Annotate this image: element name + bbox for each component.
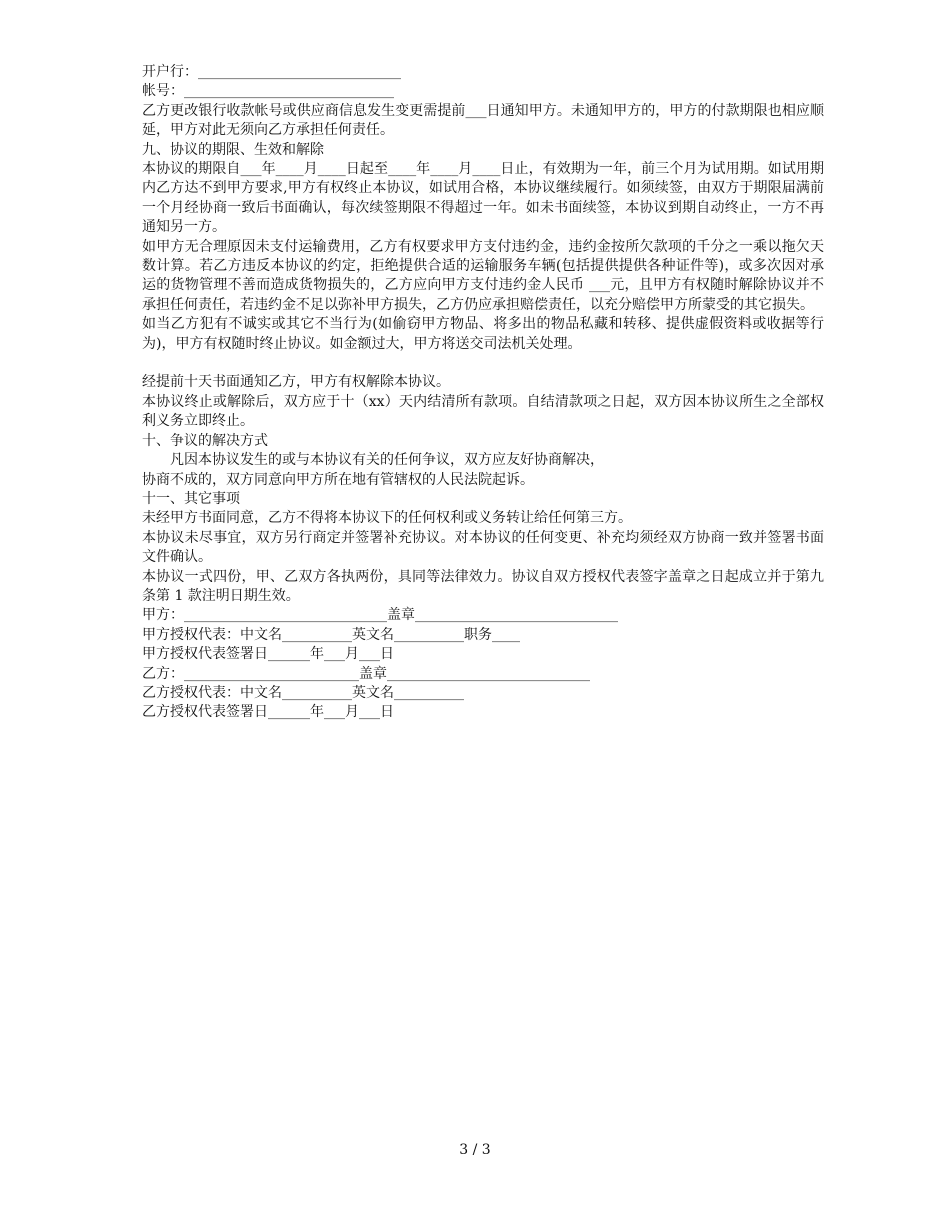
copies-paragraph: 本协议一式四份，甲、乙双方各执两份，具同等法律效力。协议自双方授权代表签字盖章之日起成立并于第九条第 1 款注明日期生效。	[142, 568, 824, 604]
term-paragraph: 本协议的期限自___年____月____日起至____年____月____日止，有效期为一年，前三个月为试用期。如试用期内乙方达不到甲方要求,甲方有权终止本协议，如试用合格，本协议继续履行。如须续签，由双方于期限届满前一个月经协商一致后书面确认，每次续签期限不得超过一年。如未书面续签，本协议到期自动终止，一方不再通知另一方。	[142, 161, 824, 236]
supplement-paragraph: 本协议未尽事宜，双方另行商定并签署补充协议。对本协议的任何变更、补充均须经双方协商一致并签署书面文件确认。	[142, 529, 824, 566]
dispute-line-1: 凡因本协议发生的或与本协议有关的任何争议，双方应友好协商解决，	[170, 452, 604, 469]
ten-days-notice-line: 经提前十天书面通知乙方，甲方有权解除本协议。	[142, 374, 450, 391]
change-notice-paragraph: 乙方更改银行收款帐号或供应商信息发生变更需提前___日通知甲方。未通知甲方的，甲方的付款期限也相应顺延，甲方对此无须向乙方承担任何责任。	[142, 102, 824, 139]
party-a-representative-line: 甲方授权代表：中文名__________英文名__________职务____	[142, 626, 520, 643]
penalty-paragraph: 如甲方无合理原因未支付运输费用，乙方有权要求甲方支付违约金，违约金按所欠款项的千分之一乘以拖欠天数计算。若乙方违反本协议的约定，拒绝提供合适的运输服务车辆(包括提供提供各种证件等)，或多次因对承运的货物管理不善而造成货物损失的，乙方应向甲方支付违约金人民币 ___元，且甲方有权随时解除协议并不承担任何责任，若违约金不足以弥补甲方损失，乙方仍应承担赔偿责任，以充分赔偿甲方所蒙受的其它损失。	[142, 238, 824, 313]
document-body	[142, 63, 824, 723]
section-9-heading: 九、协议的期限、生效和解除	[142, 141, 324, 158]
party-b-signing-date-line: 乙方授权代表签署日______年___月___日	[142, 704, 394, 721]
section-11-heading: 十一、其它事项	[142, 490, 240, 507]
settlement-paragraph: 本协议终止或解除后，双方应于十（xx）天内结清所有款项。自结清款项之日起，双方因本协议所生之全部权利义务立即终止。	[142, 393, 824, 430]
blank-line	[142, 354, 824, 373]
dispute-line-2: 协商不成的，双方同意向甲方所在地有管辖权的人民法院起诉。	[142, 471, 534, 488]
party-a-line: 甲方：_____________________________盖章_____________________________	[142, 607, 618, 624]
party-b-line: 乙方：_________________________盖章_____________________________	[142, 665, 590, 682]
section-10-heading: 十、争议的解决方式	[142, 432, 268, 449]
bank-line: 开户行：_____________________________	[142, 64, 401, 80]
dishonesty-paragraph: 如当乙方犯有不诚实或其它不当行为(如偷窃甲方物品、将多出的物品私藏和转移、提供虚假资料或收据等行为)，甲方有权随时终止协议。如金额过大，甲方将送交司法机关处理。	[142, 316, 824, 352]
party-a-signing-date-line: 甲方授权代表签署日______年___月___日	[142, 646, 394, 663]
party-b-representative-line: 乙方授权代表：中文名__________英文名__________	[142, 684, 464, 701]
page-number: 3 / 3	[459, 1142, 491, 1158]
no-transfer-paragraph: 未经甲方书面同意，乙方不得将本协议下的任何权利或义务转让给任何第三方。	[142, 510, 632, 527]
account-line: 帐号：______________________________	[142, 83, 394, 100]
